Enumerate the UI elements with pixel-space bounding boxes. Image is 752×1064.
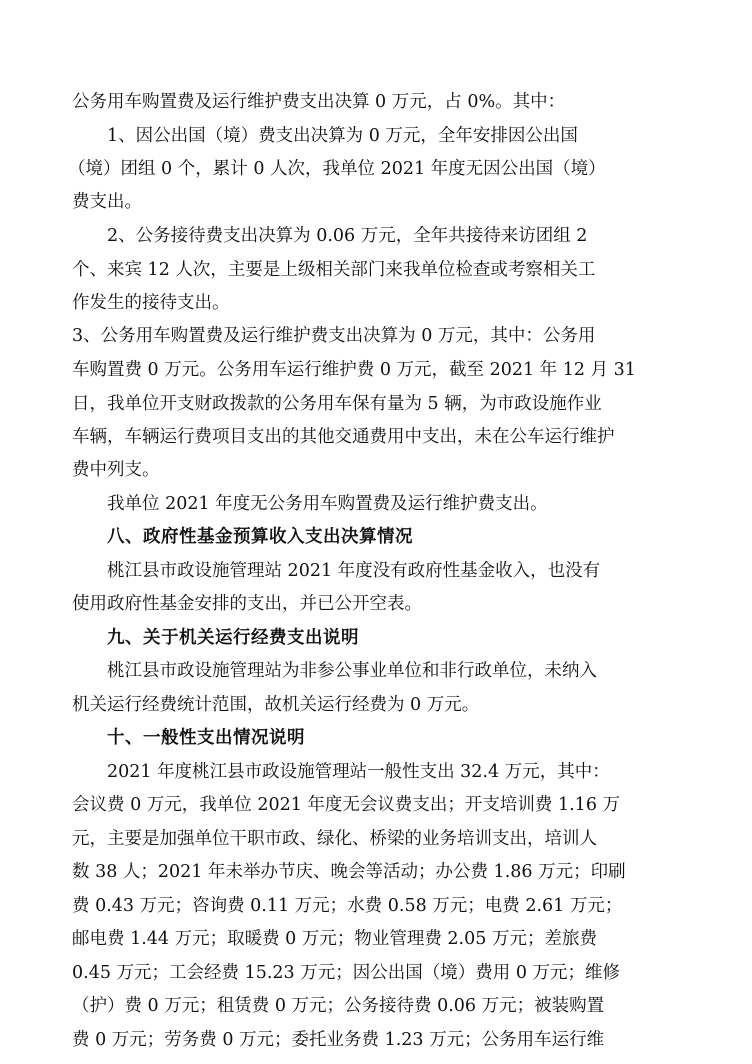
text-line: 数 38 人；2021 年未举办节庆、晚会等活动；办公费 1.86 万元；印刷	[72, 862, 626, 882]
text-line: 车购置费 0 万元。公务用车运行维护费 0 万元，截至 2021 年 12 月 31	[72, 360, 636, 380]
text-line: 个、来宾 12 人次，主要是上级相关部门来我单位检查或考察相关工	[72, 260, 596, 280]
text-line: 作发生的接待支出。	[72, 293, 230, 313]
section-heading: 九、关于机关运行经费支出说明	[107, 628, 359, 648]
text-line: 车辆，车辆运行费项目支出的其他交通费用中支出，未在公车运行维护	[72, 427, 615, 447]
text-line: 使用政府性基金安排的支出，并已公开空表。	[72, 594, 422, 614]
text-line: 日，我单位开支财政拨款的公务用车保有量为 5 辆，为市政设施作业	[72, 394, 602, 414]
section-heading: 八、政府性基金预算收入支出决算情况	[107, 527, 413, 547]
text-line: 费中列支。	[72, 460, 160, 480]
text-line: （境）团组 0 个，累计 0 人次，我单位 2021 年度无因公出国（境）	[68, 159, 606, 179]
text-line: 会议费 0 万元，我单位 2021 年度无会议费支出；开支培训费 1.16 万	[72, 795, 621, 815]
text-line: 2021 年度桃江县市政设施管理站一般性支出 32.4 万元，其中：	[107, 762, 610, 782]
text-line: 2、公务接待费支出决算为 0.06 万元，全年共接待来访团组 2	[107, 226, 588, 246]
text-line: 3、公务用车购置费及运行维护费支出决算为 0 万元，其中：公务用	[72, 326, 596, 346]
text-line: （护）费 0 万元；租赁费 0 万元；公务接待费 0.06 万元；被装购置	[72, 996, 605, 1016]
text-line: 1、因公出国（境）费支出决算为 0 万元，全年安排因公出国	[107, 126, 578, 146]
text-line: 费支出。	[72, 192, 142, 212]
text-line: 费 0 万元；劳务费 0 万元；委托业务费 1.23 万元；公务用车运行维	[72, 1030, 605, 1050]
text-line: 桃江县市政设施管理站 2021 年度没有政府性基金收入，也没有	[107, 561, 601, 581]
text-line: 邮电费 1.44 万元；取暖费 0 万元；物业管理费 2.05 万元；差旅费	[72, 929, 597, 949]
text-line: 0.45 万元；工会经费 15.23 万元；因公出国（境）费用 0 万元；维修	[72, 963, 621, 983]
text-line: 机关运行经费统计范围，故机关运行经费为 0 万元。	[72, 695, 480, 715]
text-line: 我单位 2021 年度无公务用车购置费及运行维护费支出。	[107, 494, 548, 514]
text-line: 桃江县市政设施管理站为非参公事业单位和非行政单位，未纳入	[107, 661, 597, 681]
text-line: 费 0.43 万元；咨询费 0.11 万元；水费 0.58 万元；电费 2.61 万元；	[72, 896, 623, 916]
text-line: 公务用车购置费及运行维护费支出决算 0 万元，占 0%。其中：	[72, 92, 566, 112]
text-line: 元，主要是加强单位干职市政、绿化、桥梁的业务培训支出，培训人	[72, 829, 597, 849]
section-heading: 十、一般性支出情况说明	[107, 728, 305, 748]
